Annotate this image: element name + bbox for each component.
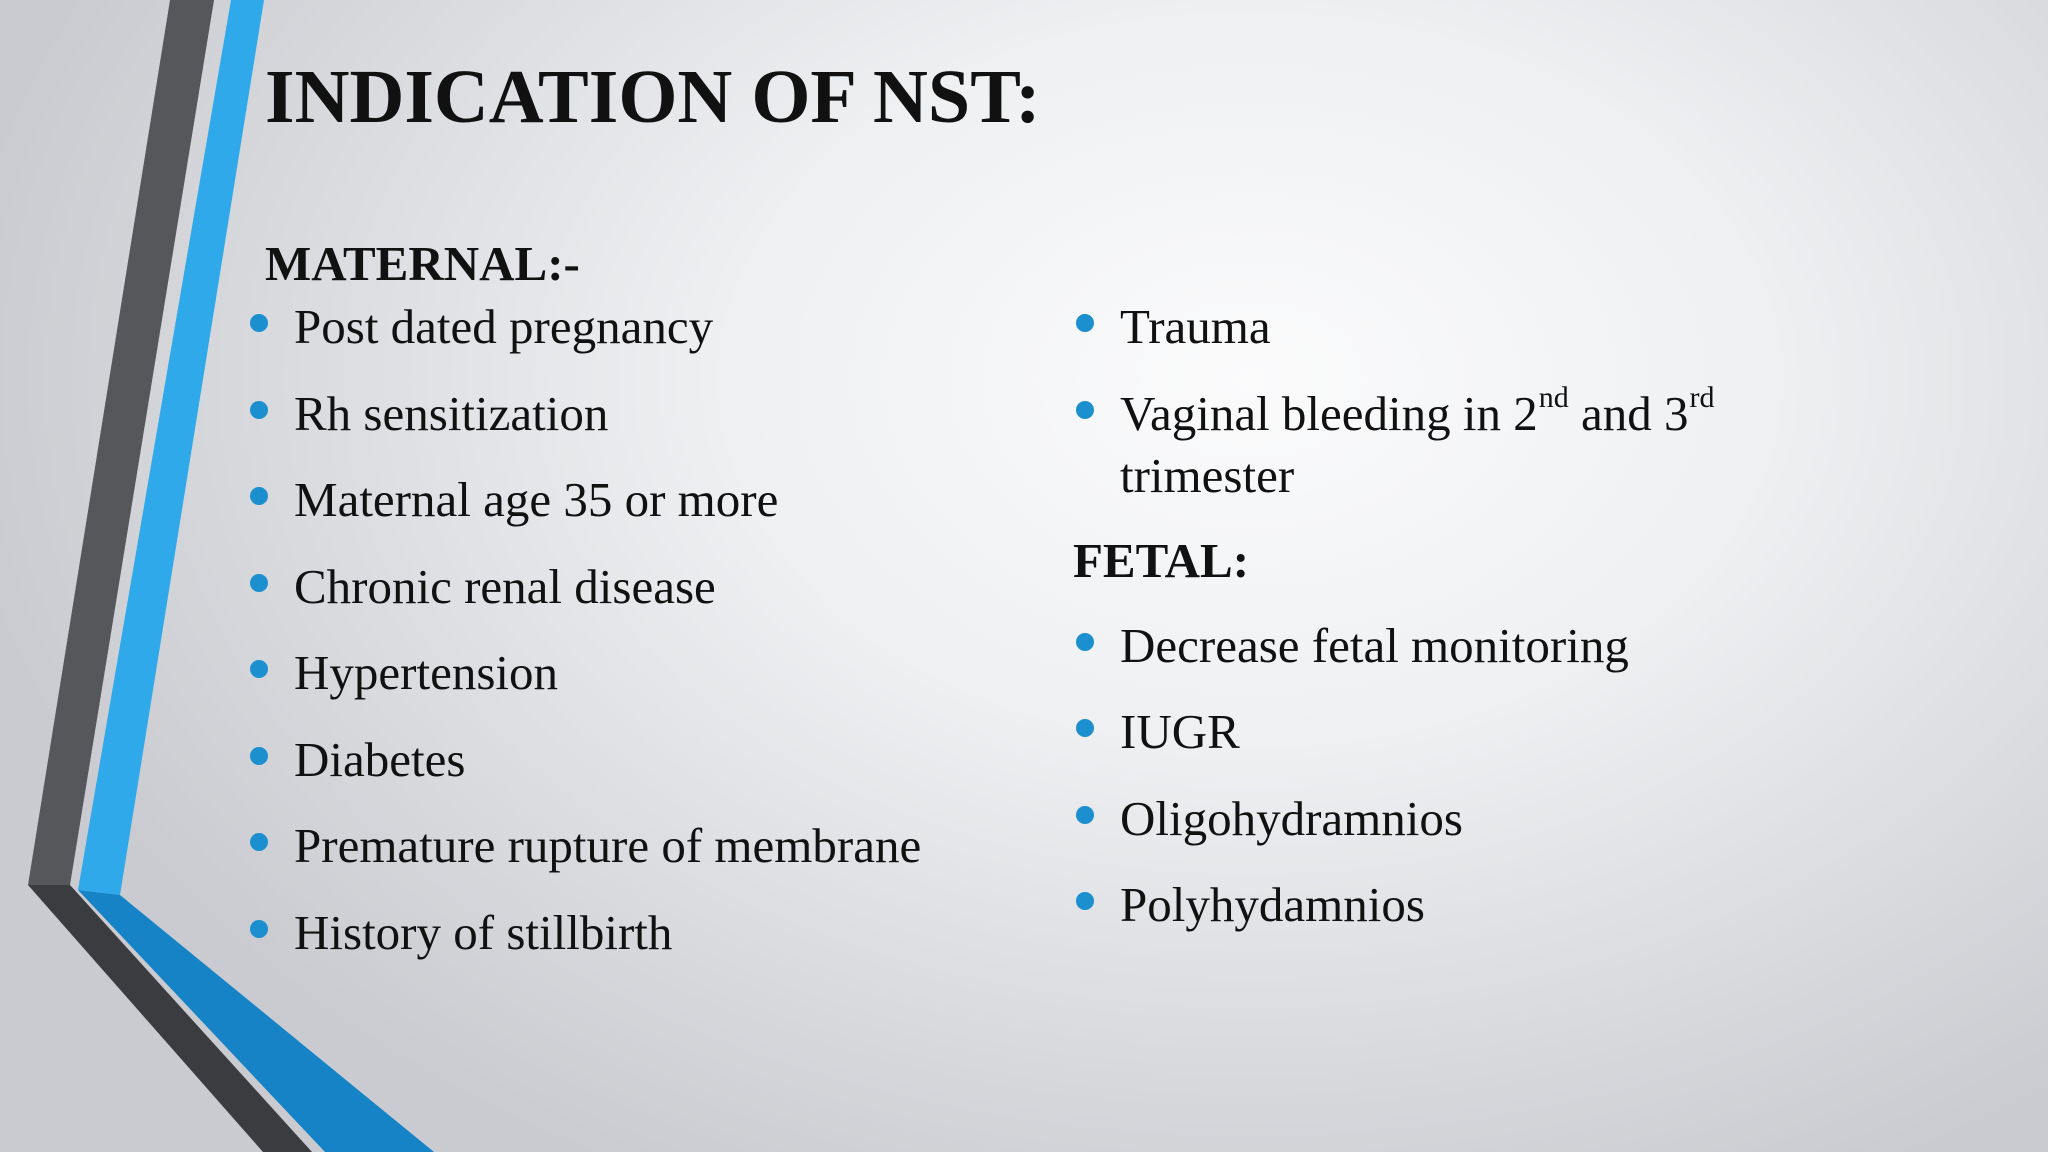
ordinal-suffix-rd: rd (1689, 381, 1715, 414)
maternal-heading: MATERNAL:- (265, 236, 580, 291)
bullet-dot-icon (1076, 314, 1094, 332)
list-item-text: History of stillbirth (294, 904, 673, 960)
vaginal-bleeding-suffix: trimester (1120, 447, 1295, 503)
bullet-dot-icon (250, 314, 268, 332)
list-item-text (1120, 381, 1913, 507)
bullet-dot-icon (250, 401, 268, 419)
list-item-text: IUGR (1120, 704, 1240, 759)
list-item (247, 902, 1047, 964)
list-item (247, 469, 1047, 531)
list-item-vaginal-bleeding (1073, 383, 1913, 507)
list-item (1073, 788, 1913, 850)
maternal-list (247, 296, 1047, 964)
bullet-dot-icon (1076, 719, 1094, 737)
list-item-text: Maternal age 35 or more (294, 472, 779, 527)
list-item-text: Decrease fetal monitoring (1120, 617, 1629, 673)
list-item (247, 383, 1047, 445)
fetal-list (1073, 615, 1913, 937)
list-item (247, 556, 1047, 618)
bullet-dot-icon (250, 833, 268, 851)
bullet-dot-icon (250, 660, 268, 678)
vaginal-bleeding-prefix: Vaginal bleeding in 2 (1120, 385, 1538, 441)
list-item (1073, 701, 1913, 763)
list-item-text: Trauma (1120, 299, 1271, 354)
list-item (247, 729, 1047, 791)
bullet-dot-icon (1076, 401, 1094, 419)
list-item-text: Polyhydamnios (1120, 877, 1425, 932)
fetal-heading: FETAL: (1073, 532, 1250, 588)
list-item (247, 296, 1047, 358)
maternal-column (247, 232, 1047, 986)
list-item-text: Premature rupture of membrane (294, 818, 922, 873)
list-item-text: Chronic renal disease (294, 558, 716, 614)
slide-title: INDICATION OF NST: (265, 55, 1041, 139)
list-item (247, 815, 1047, 877)
bullet-dot-icon (250, 747, 268, 765)
bullet-dot-icon (1076, 633, 1094, 651)
list-item (1073, 615, 1913, 677)
list-item-text: Rh sensitization (294, 385, 609, 441)
maternal-list-continued (1073, 296, 1913, 507)
right-column (1073, 296, 1913, 958)
ordinal-suffix-nd: nd (1538, 381, 1569, 414)
bullet-dot-icon (250, 487, 268, 505)
list-item-text: Hypertension (294, 645, 558, 700)
bullet-dot-icon (1076, 806, 1094, 824)
list-item (1073, 874, 1913, 936)
list-item (247, 642, 1047, 704)
bullet-dot-icon (250, 920, 268, 938)
bullet-dot-icon (1076, 892, 1094, 910)
vaginal-bleeding-middle: and 3 (1568, 385, 1689, 441)
bullet-dot-icon (250, 574, 268, 592)
list-item-text: Post dated pregnancy (294, 299, 714, 354)
list-item-text: Oligohydramnios (1120, 790, 1463, 846)
list-item-text: Diabetes (294, 731, 466, 787)
list-item (1073, 296, 1913, 358)
